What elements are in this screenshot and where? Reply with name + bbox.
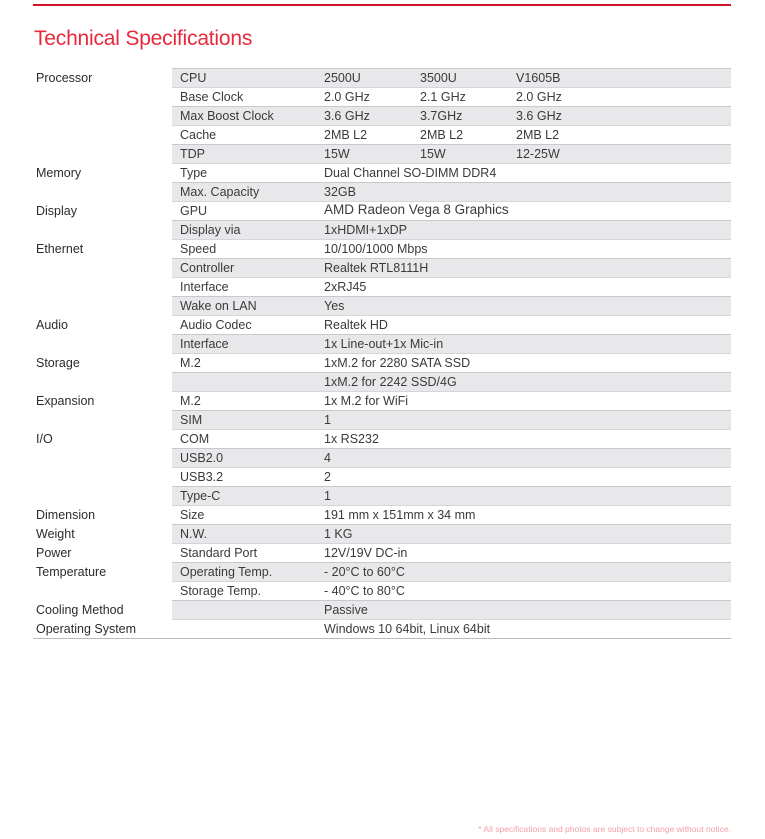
row-category: Temperature — [36, 565, 107, 579]
table-row — [33, 125, 731, 144]
table-row — [33, 201, 731, 220]
row-value-1: 15W — [324, 147, 350, 161]
row-value-1: 12V/19V DC-in — [324, 546, 408, 560]
table-row — [33, 448, 731, 467]
table-bottom-rule — [33, 638, 731, 639]
table-row — [33, 239, 731, 258]
row-label: M.2 — [180, 356, 201, 370]
row-label: Wake on LAN — [180, 299, 257, 313]
row-value-2: 2.1 GHz — [420, 90, 466, 104]
row-category: I/O — [36, 432, 53, 446]
row-label: Base Clock — [180, 90, 244, 104]
table-row — [33, 619, 731, 638]
row-label: Size — [180, 508, 205, 522]
table-row — [33, 296, 731, 315]
table-row — [33, 600, 731, 619]
row-value-1: Realtek RTL8111H — [324, 261, 429, 275]
row-value-1: 1xM.2 for 2280 SATA SSD — [324, 356, 471, 370]
row-value-1: 2500U — [324, 71, 361, 85]
row-value-1: Passive — [324, 603, 368, 617]
row-value-2: 15W — [420, 147, 446, 161]
table-row — [33, 562, 731, 581]
row-value-1: 1 KG — [324, 527, 353, 541]
table-row — [33, 220, 731, 239]
row-value-2: 3.7GHz — [420, 109, 463, 123]
row-label: Max Boost Clock — [180, 109, 274, 123]
row-value-1: 2xRJ45 — [324, 280, 367, 294]
row-value-1: AMD Radeon Vega 8 Graphics — [324, 202, 509, 217]
row-value-1: Realtek HD — [324, 318, 388, 332]
table-row — [33, 391, 731, 410]
row-category: Power — [36, 546, 72, 560]
row-value-1: 2MB L2 — [324, 128, 368, 142]
row-category: Storage — [36, 356, 80, 370]
row-value-1: 191 mm x 151mm x 34 mm — [324, 508, 476, 522]
row-category: Audio — [36, 318, 68, 332]
table-row — [33, 334, 731, 353]
specifications-table — [33, 68, 731, 638]
page-title: Technical Specifications — [34, 27, 253, 50]
row-value-1: - 20°C to 60°C — [324, 565, 405, 579]
row-value-1: 2 — [324, 470, 331, 484]
row-value-1: 1 — [324, 413, 331, 427]
table-row — [33, 182, 731, 201]
table-row — [33, 353, 731, 372]
table-row — [33, 144, 731, 163]
row-label: Interface — [180, 337, 229, 351]
row-category: Display — [36, 204, 77, 218]
row-label: Controller — [180, 261, 235, 275]
row-value-1: - 40°C to 80°C — [324, 584, 405, 598]
table-row — [33, 524, 731, 543]
row-value-3: 2MB L2 — [516, 128, 560, 142]
row-value-1: 4 — [324, 451, 331, 465]
row-value-1: 3.6 GHz — [324, 109, 370, 123]
table-row — [33, 163, 731, 182]
row-category: Ethernet — [36, 242, 84, 256]
row-value-1: 1x RS232 — [324, 432, 379, 446]
row-label: COM — [180, 432, 210, 446]
row-label: N.W. — [180, 527, 208, 541]
header-accent-rule — [33, 4, 731, 6]
row-value-1: 32GB — [324, 185, 356, 199]
table-row — [33, 258, 731, 277]
row-value-3: 3.6 GHz — [516, 109, 562, 123]
row-label: CPU — [180, 71, 207, 85]
row-value-3: 2.0 GHz — [516, 90, 562, 104]
row-label: Standard Port — [180, 546, 258, 560]
table-row — [33, 87, 731, 106]
row-label: Display via — [180, 223, 241, 237]
table-row — [33, 372, 731, 391]
row-value-1: 1x Line-out+1x Mic-in — [324, 337, 444, 351]
row-value-1: 1x M.2 for WiFi — [324, 394, 409, 408]
row-category: Processor — [36, 71, 93, 85]
row-value-1: 1 — [324, 489, 331, 503]
row-value-1: Dual Channel SO-DIMM DDR4 — [324, 166, 497, 180]
row-value-1: 2.0 GHz — [324, 90, 370, 104]
row-value-3: V1605B — [516, 71, 561, 85]
row-value-1: Yes — [324, 299, 345, 313]
row-label: Cache — [180, 128, 217, 142]
row-value-2: 2MB L2 — [420, 128, 464, 142]
row-label: TDP — [180, 147, 205, 161]
table-row — [33, 410, 731, 429]
table-row — [33, 315, 731, 334]
row-value-1: 1xHDMI+1xDP — [324, 223, 408, 237]
row-value-1: 1xM.2 for 2242 SSD/4G — [324, 375, 457, 389]
row-label: Operating Temp. — [180, 565, 273, 579]
table-row — [33, 505, 731, 524]
row-category: Cooling Method — [36, 603, 124, 617]
row-label: Type-C — [180, 489, 221, 503]
table-row — [33, 467, 731, 486]
row-category: Operating System — [36, 622, 137, 636]
row-label: Speed — [180, 242, 217, 256]
row-value-1: 10/100/1000 Mbps — [324, 242, 428, 256]
row-category: Dimension — [36, 508, 96, 522]
row-value-3: 12-25W — [516, 147, 560, 161]
row-label: Type — [180, 166, 208, 180]
table-row — [33, 429, 731, 448]
table-row — [33, 486, 731, 505]
row-label: Storage Temp. — [180, 584, 262, 598]
row-category: Memory — [36, 166, 82, 180]
row-value-2: 3500U — [420, 71, 457, 85]
row-value-1: Windows 10 64bit, Linux 64bit — [324, 622, 491, 636]
table-row — [33, 68, 731, 87]
row-label: Max. Capacity — [180, 185, 260, 199]
row-label: GPU — [180, 204, 208, 218]
row-label: Interface — [180, 280, 229, 294]
table-row — [33, 581, 731, 600]
row-label: SIM — [180, 413, 203, 427]
row-category: Expansion — [36, 394, 95, 408]
row-background — [172, 600, 731, 619]
row-label: USB2.0 — [180, 451, 224, 465]
row-label: USB3.2 — [180, 470, 224, 484]
footer-disclaimer: * All specifications and photos are subject to change without notice. — [478, 824, 731, 834]
row-label: M.2 — [180, 394, 201, 408]
row-label: Audio Codec — [180, 318, 252, 332]
table-row — [33, 277, 731, 296]
row-category: Weight — [36, 527, 75, 541]
table-row — [33, 106, 731, 125]
table-row — [33, 543, 731, 562]
